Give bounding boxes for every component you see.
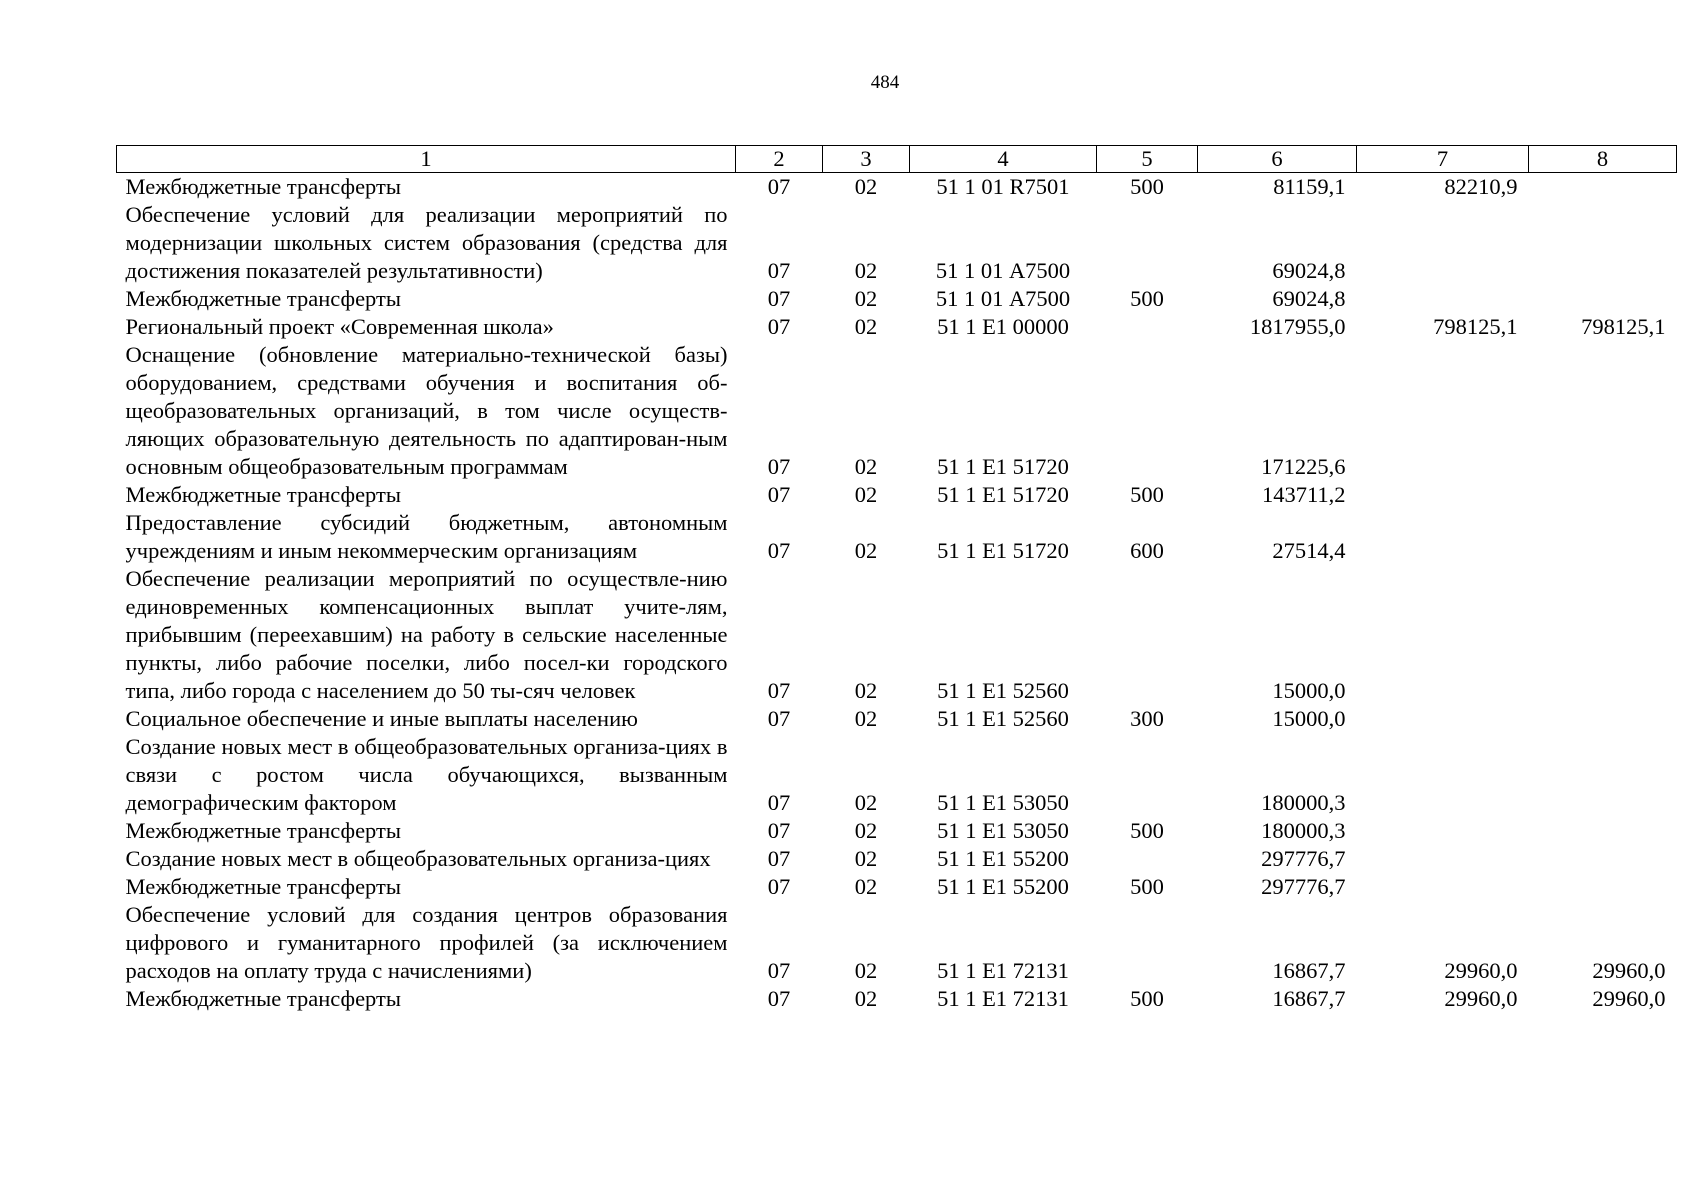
row-subsection: 02 [854, 678, 878, 703]
row-expense-type: 300 [1130, 706, 1164, 731]
row-subsection: 02 [854, 314, 878, 339]
row-value-6: 16867,7 [1272, 986, 1346, 1011]
table-row [117, 481, 1677, 509]
row-value-6: 143711,2 [1261, 482, 1346, 507]
row-value-6: 297776,7 [1261, 874, 1346, 899]
row-expense-type: 600 [1130, 538, 1164, 563]
row-value-8 [1529, 481, 1677, 509]
row-target-article: 51 1 Е1 72131 [937, 958, 1069, 983]
row-subsection: 02 [854, 286, 878, 311]
row-target-article: 51 1 Е1 51720 [937, 538, 1069, 563]
row-value-8 [1529, 509, 1677, 565]
row-target-article: 51 1 Е1 72131 [937, 986, 1069, 1011]
row-value-6: 15000,0 [1272, 678, 1346, 703]
table-row [117, 817, 1677, 845]
row-name: Предоставление субсидий бюджетным, автономным учреждениям и иным некоммерческим организациям [125, 510, 728, 563]
row-name: Создание новых мест в общеобразовательных организа-циях [125, 846, 711, 871]
column-header: 8 [1529, 146, 1677, 173]
row-value-7 [1357, 845, 1529, 873]
row-target-article: 51 1 Е1 55200 [937, 874, 1069, 899]
row-section: 07 [767, 706, 791, 731]
row-target-article: 51 1 Е1 52560 [937, 706, 1069, 731]
column-header: 4 [910, 146, 1097, 173]
row-value-7 [1357, 565, 1529, 705]
row-value-7 [1357, 201, 1529, 285]
column-header: 3 [823, 146, 910, 173]
row-value-7 [1357, 509, 1529, 565]
row-value-8 [1529, 733, 1677, 817]
row-section: 07 [767, 874, 791, 899]
row-value-6: 171225,6 [1261, 454, 1346, 479]
row-subsection: 02 [854, 846, 878, 871]
row-subsection: 02 [854, 454, 878, 479]
row-value-6: 180000,3 [1261, 818, 1346, 843]
row-value-7: 82210,9 [1444, 174, 1518, 199]
row-expense-type: 500 [1130, 174, 1164, 199]
row-subsection: 02 [854, 258, 878, 283]
row-value-8: 29960,0 [1592, 958, 1666, 983]
table-row [117, 845, 1677, 873]
row-value-7 [1357, 733, 1529, 817]
row-value-7 [1357, 285, 1529, 313]
row-target-article: 51 1 Е1 51720 [937, 454, 1069, 479]
row-value-6: 1817955,0 [1249, 314, 1346, 339]
row-value-8: 798125,1 [1581, 314, 1666, 339]
row-expense-type: 500 [1130, 818, 1164, 843]
row-value-8: 29960,0 [1592, 986, 1666, 1011]
table-row [117, 201, 1677, 285]
row-value-7: 798125,1 [1433, 314, 1518, 339]
budget-table [116, 145, 1677, 1013]
row-value-8 [1529, 201, 1677, 285]
row-section: 07 [767, 678, 791, 703]
row-value-6: 81159,1 [1273, 174, 1346, 199]
row-name: Межбюджетные трансферты [125, 818, 401, 843]
row-expense-type: 500 [1130, 286, 1164, 311]
row-target-article: 51 1 01 А7500 [935, 258, 1071, 283]
table-row [117, 985, 1677, 1013]
table-row [117, 509, 1677, 565]
row-target-article: 51 1 Е1 55200 [937, 846, 1069, 871]
column-header: 5 [1097, 146, 1198, 173]
row-section: 07 [767, 482, 791, 507]
row-value-8 [1529, 565, 1677, 705]
header-row [117, 146, 1677, 173]
table-row [117, 341, 1677, 481]
row-expense-type [1097, 201, 1198, 285]
row-name: Межбюджетные трансферты [125, 174, 401, 199]
column-header: 6 [1198, 146, 1357, 173]
column-header: 2 [736, 146, 823, 173]
row-name: Оснащение (обновление материально-технической базы) оборудованием, средствами обучения и воспитания об-щеобразовательных организаций, в том числе осуществ-ляющих образовательную деятельность по адаптирован-ным основным общеобразовательным программам [125, 342, 728, 479]
row-value-8 [1529, 285, 1677, 313]
row-value-8 [1529, 173, 1677, 202]
row-name: Межбюджетные трансферты [125, 986, 401, 1011]
row-subsection: 02 [854, 958, 878, 983]
row-section: 07 [767, 174, 791, 199]
row-value-7: 29960,0 [1444, 958, 1518, 983]
row-name: Межбюджетные трансферты [125, 286, 401, 311]
row-value-6: 15000,0 [1272, 706, 1346, 731]
column-header: 1 [117, 146, 736, 173]
row-value-7 [1357, 341, 1529, 481]
row-name: Межбюджетные трансферты [125, 482, 401, 507]
row-value-6: 16867,7 [1272, 958, 1346, 983]
row-value-7 [1357, 817, 1529, 845]
row-section: 07 [767, 538, 791, 563]
row-expense-type [1097, 845, 1198, 873]
row-value-8 [1529, 845, 1677, 873]
row-section: 07 [767, 986, 791, 1011]
row-value-6: 27514,4 [1272, 538, 1346, 563]
table-row [117, 285, 1677, 313]
row-target-article: 51 1 Е1 00000 [937, 314, 1069, 339]
row-value-8 [1529, 705, 1677, 733]
row-expense-type [1097, 565, 1198, 705]
row-value-6: 180000,3 [1261, 790, 1346, 815]
row-section: 07 [767, 818, 791, 843]
row-subsection: 02 [854, 986, 878, 1011]
row-value-6: 69024,8 [1272, 286, 1346, 311]
row-value-7: 29960,0 [1444, 986, 1518, 1011]
row-expense-type [1097, 733, 1198, 817]
row-target-article: 51 1 01 А7500 [935, 286, 1071, 311]
table-row [117, 733, 1677, 817]
table-row [117, 565, 1677, 705]
row-value-8 [1529, 873, 1677, 901]
row-section: 07 [767, 286, 791, 311]
row-expense-type: 500 [1130, 482, 1164, 507]
row-expense-type [1097, 313, 1198, 341]
row-section: 07 [767, 958, 791, 983]
column-header: 7 [1357, 146, 1529, 173]
row-subsection: 02 [854, 538, 878, 563]
table-row [117, 705, 1677, 733]
row-name: Социальное обеспечение и иные выплаты населению [125, 706, 638, 731]
row-value-7 [1357, 873, 1529, 901]
row-value-6: 69024,8 [1272, 258, 1346, 283]
table-row [117, 173, 1677, 202]
row-target-article: 51 1 Е1 52560 [937, 678, 1069, 703]
page-number: 484 [870, 72, 900, 93]
row-subsection: 02 [854, 482, 878, 507]
row-target-article: 51 1 Е1 53050 [937, 790, 1069, 815]
row-section: 07 [767, 846, 791, 871]
row-expense-type [1097, 341, 1198, 481]
row-subsection: 02 [854, 874, 878, 899]
row-expense-type: 500 [1130, 986, 1164, 1011]
row-name: Создание новых мест в общеобразовательных организа-циях в связи с ростом числа обучающихся, вызванным демографическим фактором [125, 734, 728, 815]
table-row [117, 313, 1677, 341]
row-subsection: 02 [854, 706, 878, 731]
table-row [117, 873, 1677, 901]
row-section: 07 [767, 790, 791, 815]
row-value-6: 297776,7 [1261, 846, 1346, 871]
row-section: 07 [767, 454, 791, 479]
row-target-article: 51 1 Е1 51720 [937, 482, 1069, 507]
table-row [117, 901, 1677, 985]
row-value-8 [1529, 817, 1677, 845]
row-section: 07 [767, 258, 791, 283]
row-name: Обеспечение условий для создания центров образования цифрового и гуманитарного профилей (за исключением расходов на оплату труда с начислениями) [125, 902, 728, 983]
row-target-article: 51 1 Е1 53050 [937, 818, 1069, 843]
row-subsection: 02 [854, 174, 878, 199]
row-subsection: 02 [854, 790, 878, 815]
row-subsection: 02 [854, 818, 878, 843]
row-target-article: 51 1 01 R7501 [936, 174, 1070, 199]
row-name: Обеспечение реализации мероприятий по осуществле-нию единовременных компенсационных выплат учите-лям, прибывшим (переехавшим) на работу в сельские населенные пункты, либо рабочие поселки, либо посел-ки городского типа, либо города с населением до 50 ты-сяч человек [125, 566, 728, 703]
row-value-7 [1357, 705, 1529, 733]
row-expense-type: 500 [1130, 874, 1164, 899]
row-section: 07 [767, 314, 791, 339]
row-value-7 [1357, 481, 1529, 509]
row-name: Межбюджетные трансферты [125, 874, 401, 899]
row-name: Региональный проект «Современная школа» [125, 314, 554, 339]
row-expense-type [1097, 901, 1198, 985]
row-name: Обеспечение условий для реализации мероприятий по модернизации школьных систем образования (средства для достижения показателей результативности) [125, 202, 728, 283]
row-value-8 [1529, 341, 1677, 481]
